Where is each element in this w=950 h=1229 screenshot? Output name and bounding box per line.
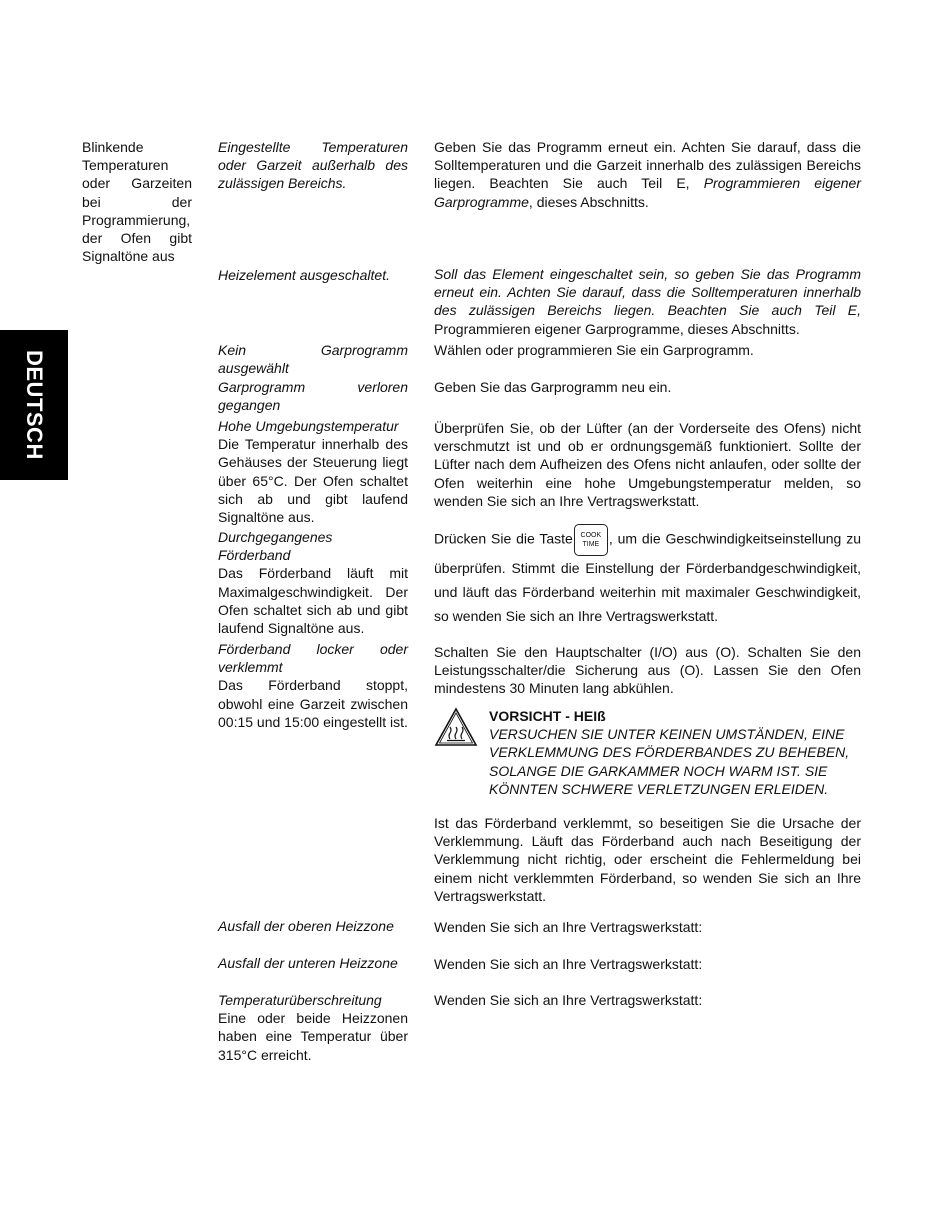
cause-belt-jammed [218,640,408,731]
cause-temp-out-of-range: Eingestellte Temperaturen oder Garzeit außerhalb des zulässigen Bereichs. [218,139,408,192]
cause-detail: Die Temperatur innerhalb des Gehäuses der Steuerung liegt über 65°C. Der Ofen schaltet sich ab und gibt laufend Signaltöne aus. [218,436,408,526]
cause-title: Temperaturüberschreitung [218,992,382,1008]
action-runaway-belt: Drücken Sie die Taste COOK TIME , um die Geschwindigkeitseinstellung zu überprüfen. Stimmt die Einstellung der Förderbandgeschwindigkeit, und läuft das Förderband weiterhin mit maximaler Geschwindigkeit, so wenden Sie sich an Ihre Vertragswerkstatt. [434,524,861,628]
action-program-lost: Geben Sie das Garprogramm neu ein. [434,379,672,395]
cause-high-ambient [218,417,408,526]
action-temp-out-of-range: Geben Sie das Programm erneut ein. Achten Sie darauf, dass die Solltemperaturen und die Garzeit innerhalb des zulässigen Bereichs liegen. Beachten Sie auch Teil E, Programmieren eigener Garprogramme, dieses Abschnitts. [434,139,861,210]
cause-overtemperature [218,991,408,1064]
action-lower-zone-failure: Wenden Sie sich an Ihre Vertragswerkstatt: [434,956,703,972]
cause-program-lost: Garprogramm verloren gegangen [218,379,408,414]
symptom-text: Blinkende Temperaturen oder Garzeiten bei der Programmierung, der Ofen gibt Signaltöne aus [82,139,192,265]
language-tab [0,330,68,480]
cause-lower-zone-failure: Ausfall der unteren Heizzone [218,955,398,971]
language-tab-label: DEUTSCH [22,350,48,460]
hot-surface-warning-icon [434,707,478,747]
action-no-program: Wählen oder programmieren Sie ein Garprogramm. [434,342,754,358]
cause-detail: Das Förderband läuft mit Maximalgeschwindigkeit. Der Ofen schaltet sich ab und gibt laufend Signaltöne aus. [218,565,408,637]
cause-title: Hohe Umgebungstemperatur [218,418,399,434]
caution-block [489,707,861,798]
caution-title: VORSICHT - HEIß [489,708,606,724]
cause-detail: Eine oder beide Heizzonen haben eine Temperatur über 315°C erreicht. [218,1010,408,1063]
cause-heater-off: Heizelement ausgeschaltet. [218,267,390,283]
action-upper-zone-failure: Wenden Sie sich an Ihre Vertragswerkstatt: [434,919,703,935]
action-belt-jammed: Schalten Sie den Hauptschalter (I/O) aus (O). Schalten Sie den Leistungsschalter/die Sicherung aus (O). Lassen Sie den Ofen mindestens 30 Minuten lang abkühlen. [434,644,861,697]
cause-runaway-belt [218,528,408,637]
caution-message: VERSUCHEN SIE UNTER KEINEN UMSTÄNDEN, EINE VERKLEMMUNG DES FÖRDERBANDES ZU BEHEBEN, SOLANGE DIE GARKAMMER NOCH WARM IST. SIE KÖNNTEN SCHWERE VERLETZUNGEN ERLEIDEN. [489,726,850,797]
action-high-ambient: Überprüfen Sie, ob der Lüfter (an der Vorderseite des Ofens) nicht verschmutzt ist und ob er ordnungsgemäß funktioniert. Sollte der Lüfter nach dem Aufheizen des Ofens nicht anlaufen, oder sollte der Ofen weiterhin eine hohe Umgebungstemperatur melden, so wenden Sie sich an Ihre Vertragswerkstatt. [434,420,861,509]
cause-no-program: Kein Garprogramm ausgewählt [218,342,408,377]
cause-upper-zone-failure: Ausfall der oberen Heizzone [218,918,394,934]
cause-title: Förderband locker oder verklemmt [218,641,408,676]
action-heater-off: Soll das Element eingeschaltet sein, so geben Sie das Programm erneut ein. Achten Sie darauf, dass die Solltemperaturen innerhalb des zulässigen Bereichs liegen. Beachten Sie auch Teil E, Programmieren eigener Garprogramme, dieses Abschnitts. [434,266,861,337]
cause-title: Durchgegangenes Förderband [218,529,333,564]
cause-detail: Das Förderband stoppt, obwohl eine Garzeit zwischen 00:15 und 15:00 eingestellt ist. [218,677,408,730]
action-overtemperature: Wenden Sie sich an Ihre Vertragswerkstatt: [434,992,703,1008]
cook-time-key-icon: COOK TIME [574,524,608,556]
action-belt-jammed-followup: Ist das Förderband verklemmt, so beseitigen Sie die Ursache der Verklemmung. Läuft das Förderband auch nach Beseitigung der Verklemmung nicht richtig, oder erscheint die Fehlermeldung bei einem nicht verklemmten Förderband, so wenden Sie sich an Ihre Vertragswerkstatt. [434,815,861,904]
